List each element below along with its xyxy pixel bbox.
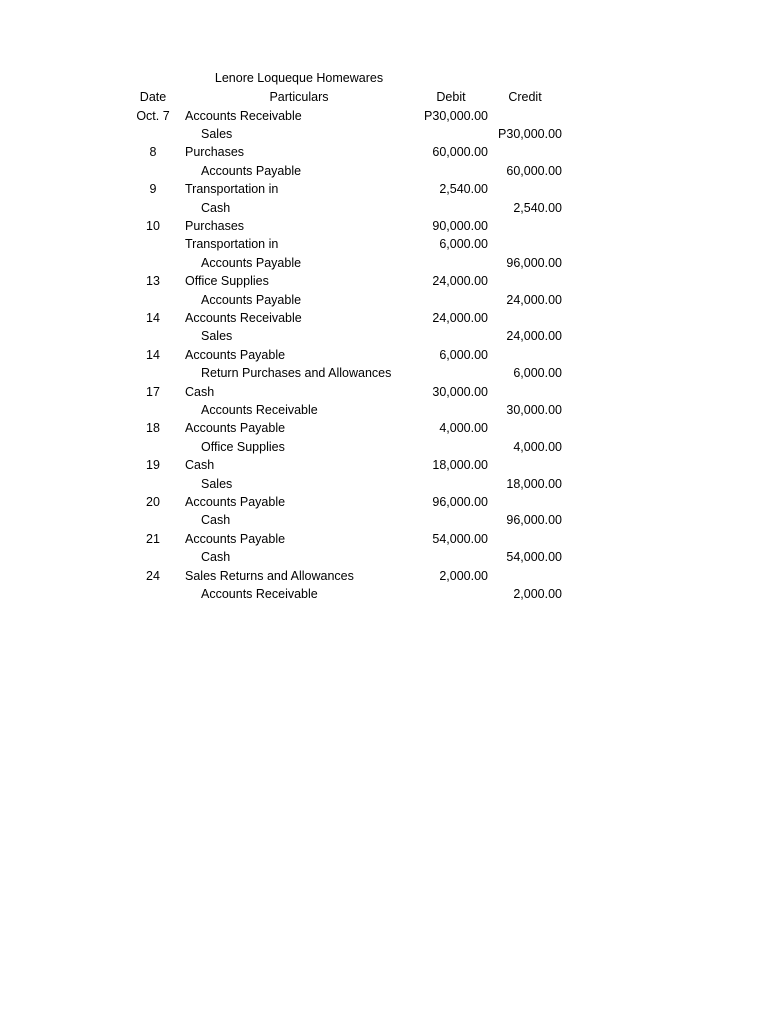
journal-row (0, 401, 768, 419)
credit-cell: 6,000.00 (513, 366, 562, 381)
date-cell: 17 (146, 384, 160, 399)
debit-cell: 2,540.00 (439, 182, 488, 197)
account-cell: Accounts Payable (185, 347, 286, 362)
debit-cell: 18,000.00 (432, 458, 488, 473)
debit-cell: 6,000.00 (439, 237, 488, 252)
date-cell: 9 (149, 182, 157, 197)
date-cell: 18 (146, 421, 160, 436)
credit-cell: 4,000.00 (513, 439, 562, 454)
journal-row (0, 548, 768, 566)
journal-row (0, 254, 768, 272)
account-cell: Accounts Payable (185, 494, 286, 509)
account-cell: Cash (201, 550, 231, 565)
journal-row (0, 383, 768, 401)
journal-row (0, 438, 768, 456)
journal-row (0, 475, 768, 493)
account-cell: Return Purchases and Allowances (201, 366, 392, 381)
journal-row (0, 143, 768, 161)
journal-row (0, 125, 768, 143)
journal-row (0, 511, 768, 529)
account-cell: Cash (201, 200, 231, 215)
date-cell: 8 (149, 145, 157, 160)
journal-row (0, 346, 768, 364)
journal-row (0, 272, 768, 290)
date-cell: 13 (146, 274, 160, 289)
account-cell: Accounts Payable (201, 163, 302, 178)
debit-cell: 60,000.00 (432, 145, 488, 160)
particulars-header: Particulars (269, 90, 329, 104)
header-row (0, 88, 768, 106)
date-cell: 20 (146, 494, 160, 509)
account-cell: Accounts Receivable (185, 108, 302, 123)
debit-cell: P30,000.00 (424, 108, 488, 123)
account-cell: Accounts Payable (185, 421, 286, 436)
credit-cell: 60,000.00 (506, 163, 562, 178)
journal-row (0, 199, 768, 217)
account-cell: Accounts Receivable (201, 402, 318, 417)
date-cell: 14 (146, 347, 160, 362)
credit-cell: P30,000.00 (498, 126, 562, 141)
debit-cell: 24,000.00 (432, 274, 488, 289)
journal-row (0, 309, 768, 327)
journal-row (0, 235, 768, 253)
journal-row (0, 327, 768, 345)
date-header: Date (139, 90, 167, 104)
journal-title: Lenore Loqueque Homewares (214, 71, 384, 85)
debit-cell: 96,000.00 (432, 494, 488, 509)
account-cell: Sales Returns and Allowances (185, 568, 354, 583)
credit-cell: 96,000.00 (506, 513, 562, 528)
debit-cell: 90,000.00 (432, 218, 488, 233)
account-cell: Accounts Receivable (201, 586, 318, 601)
journal-row (0, 585, 768, 603)
journal-row (0, 180, 768, 198)
account-cell: Accounts Payable (201, 255, 302, 270)
date-cell: 10 (146, 218, 160, 233)
debit-cell: 54,000.00 (432, 531, 488, 546)
debit-cell: 2,000.00 (439, 568, 488, 583)
credit-cell: 18,000.00 (506, 476, 562, 491)
account-cell: Accounts Payable (201, 292, 302, 307)
journal-row (0, 291, 768, 309)
credit-header: Credit (508, 90, 542, 104)
account-cell: Accounts Receivable (185, 310, 302, 325)
debit-cell: 6,000.00 (439, 347, 488, 362)
journal-row (0, 162, 768, 180)
credit-cell: 24,000.00 (506, 329, 562, 344)
date-cell: 24 (146, 568, 160, 583)
debit-cell: 24,000.00 (432, 310, 488, 325)
account-cell: Sales (201, 476, 233, 491)
date-cell: 21 (146, 531, 160, 546)
account-cell: Cash (201, 513, 231, 528)
journal-row (0, 493, 768, 511)
journal-row (0, 107, 768, 125)
journal-row (0, 217, 768, 235)
credit-cell: 2,000.00 (513, 586, 562, 601)
account-cell: Purchases (185, 145, 245, 160)
credit-cell: 54,000.00 (506, 550, 562, 565)
journal-row (0, 456, 768, 474)
credit-cell: 30,000.00 (506, 402, 562, 417)
date-cell: 14 (146, 310, 160, 325)
debit-header: Debit (436, 90, 466, 104)
journal-row (0, 567, 768, 585)
account-cell: Sales (201, 126, 233, 141)
account-cell: Sales (201, 329, 233, 344)
account-cell: Transportation in (185, 237, 279, 252)
account-cell: Transportation in (185, 182, 279, 197)
account-cell: Purchases (185, 218, 245, 233)
account-cell: Cash (185, 458, 215, 473)
journal-row (0, 364, 768, 382)
date-cell: Oct. 7 (136, 108, 170, 123)
date-cell: 19 (146, 458, 160, 473)
journal-row (0, 419, 768, 437)
credit-cell: 2,540.00 (513, 200, 562, 215)
account-cell: Accounts Payable (185, 531, 286, 546)
journal-row (0, 530, 768, 548)
credit-cell: 96,000.00 (506, 255, 562, 270)
debit-cell: 4,000.00 (439, 421, 488, 436)
credit-cell: 24,000.00 (506, 292, 562, 307)
account-cell: Office Supplies (201, 439, 285, 454)
account-cell: Office Supplies (185, 274, 269, 289)
debit-cell: 30,000.00 (432, 384, 488, 399)
account-cell: Cash (185, 384, 215, 399)
